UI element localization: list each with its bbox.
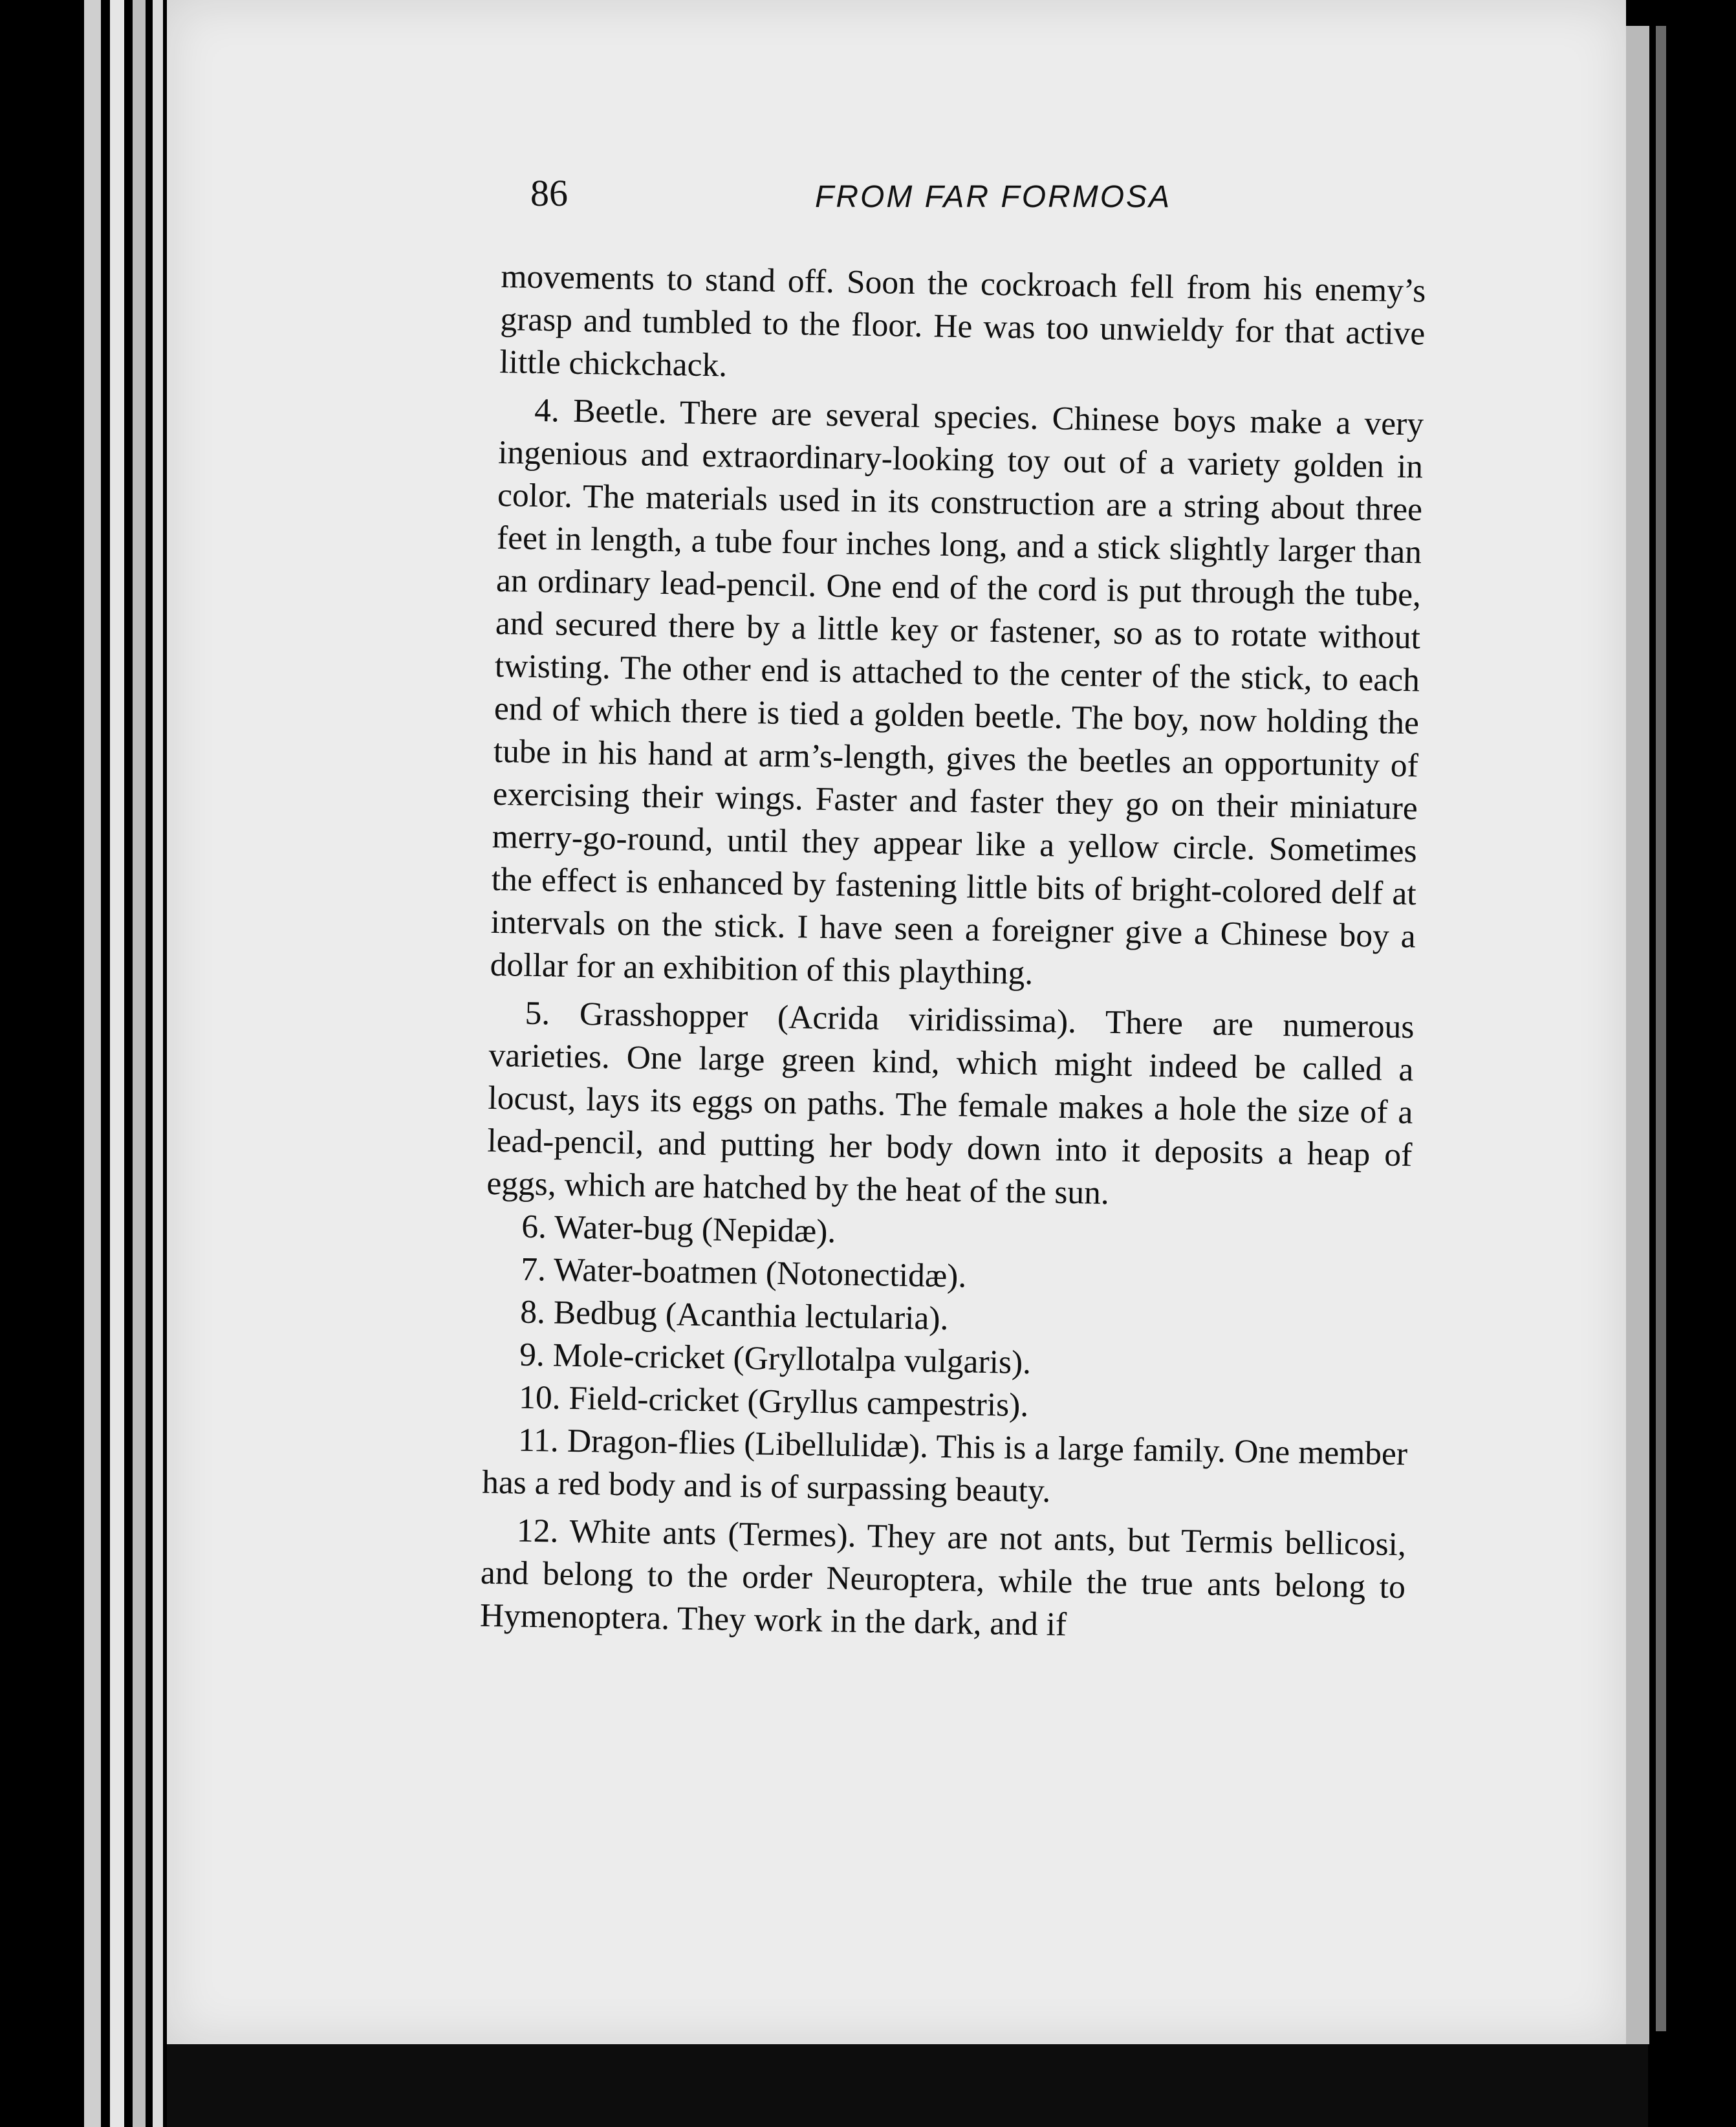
paragraph: 12. White ants (Termes). They are not ants, but Termis bellicosi, and belong to the order Neuroptera, while the true ants belong to Hymenoptera. They work in the dark, and if	[479, 1512, 1407, 1643]
page-number: 86	[530, 172, 568, 214]
paragraph: 4. Beetle. There are several species. Chinese boys make a very ingenious and extraordinary-looking toy out of a variety golden in color. The materials used in its construction are a string about three feet in length, a tube four inches long, and a stick slightly larger than an ordinary lead-pencil. One end of the cord is put through the tube, and secured there by a little key or fastener, so as to rotate without twisting. The other end is attached to the center of the stick, to each end of which there is tied a golden beetle. The boy, now holding the tube in his hand at arm’s-length, gives the beetles an opportunity of exercising their wings. Faster and faster they go on their miniature merry-go-round, until they appear like a yellow circle. Sometimes the effect is enhanced by fastening little bits of bright-colored delf at intervals on the stick. I have seen a foreigner give a Chinese boy a dollar for an exhibition of this plaything.	[490, 391, 1424, 992]
list-item: 6. Water-bug (Nepidæ).	[521, 1208, 836, 1250]
list-item: 8. Bedbug (Acanthia lectularia).	[519, 1293, 949, 1338]
body-text	[479, 256, 1426, 1652]
facing-page-edge-shadow	[1656, 26, 1666, 2031]
page-stack-edge	[84, 0, 101, 2127]
list-item: 10. Field-cricket (Gryllus campestris).	[518, 1379, 1029, 1424]
page-stack-edge	[153, 0, 163, 2127]
paragraph: 11. Dragon-flies (Libellulidæ). This is a large family. One member has a red body and is of surpassing beauty.	[481, 1421, 1408, 1510]
facing-page-edge	[1626, 26, 1649, 2044]
running-title: FROM FAR FORMOSA	[815, 180, 1172, 214]
paragraph: 5. Grasshopper (Acrida viridissima). There are numerous varieties. One large green kind, which might indeed be called a locust, lays its eggs on paths. The female makes a hole the size of a lead-pencil, and putting her body down into it deposits a heap of eggs, which are hatched by the heat of the sun.	[486, 994, 1415, 1212]
scan-bottom-border	[167, 2044, 1648, 2127]
paragraph: movements to stand off. Soon the cockroach fell from his enemy’s grasp and tumbled to the floor. He was too unwieldy for that active little chickchack.	[499, 257, 1426, 384]
list-item: 9. Mole-cricket (Gryllotalpa vulgaris).	[519, 1336, 1032, 1382]
list-item: 7. Water-boatmen (Notonectidæ).	[520, 1250, 967, 1295]
page-stack-edge	[110, 0, 124, 2127]
page-stack-edge	[133, 0, 146, 2127]
running-head	[530, 171, 1539, 223]
